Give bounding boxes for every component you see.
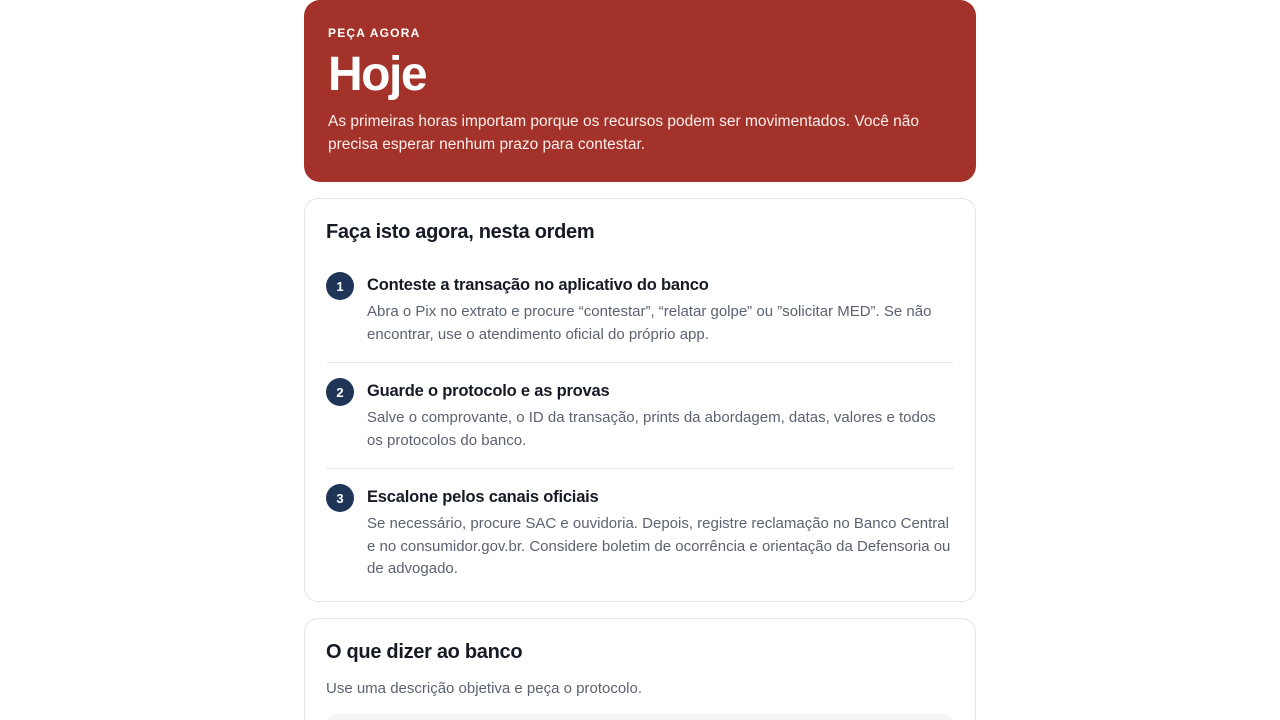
banner-title: Hoje — [328, 48, 427, 101]
say-card-title: O que dizer ao banco — [326, 641, 523, 663]
urgency-banner — [304, 0, 976, 182]
step-title: Conteste a transação no aplicativo do banco — [367, 276, 709, 294]
step-body — [367, 378, 954, 452]
step-title: Escalone pelos canais oficiais — [367, 488, 599, 506]
say-card-subtitle: Use uma descrição objetiva e peça o protocolo. — [326, 680, 643, 697]
page — [304, 0, 976, 720]
step-number-badge: 2 — [326, 378, 354, 406]
what-to-say-card — [304, 618, 976, 720]
step-title: Guarde o protocolo e as provas — [367, 382, 610, 400]
step-item — [326, 245, 954, 363]
step-description: Abra o Pix no extrato e procure “contestar”, “relatar golpe” ou ”solicitar MED”. Se não encontrar, use o atendimento oficial do próprio app. — [367, 303, 932, 343]
action-steps-card — [304, 198, 976, 602]
step-number-badge: 1 — [326, 272, 354, 300]
banner-kicker: PEÇA AGORA — [328, 26, 421, 40]
message-template-box[interactable] — [326, 714, 954, 720]
step-description: Se necessário, procure SAC e ouvidoria. Depois, registre reclamação no Banco Central e no consumidor.gov.br. Considere boletim de ocorrência e orientação da Defensoria ou de advogado. — [367, 515, 951, 577]
banner-description: As primeiras horas importam porque os recursos podem ser movimentados. Você não precisa esperar nenhum prazo para contestar. — [328, 113, 919, 153]
step-number-badge: 3 — [326, 484, 354, 512]
steps-card-title: Faça isto agora, nesta ordem — [326, 221, 595, 243]
step-item — [326, 363, 954, 469]
step-item — [326, 469, 954, 597]
step-description: Salve o comprovante, o ID da transação, prints da abordagem, datas, valores e todos os protocolos do banco. — [367, 409, 936, 449]
step-body — [367, 484, 954, 581]
step-body — [367, 272, 954, 346]
